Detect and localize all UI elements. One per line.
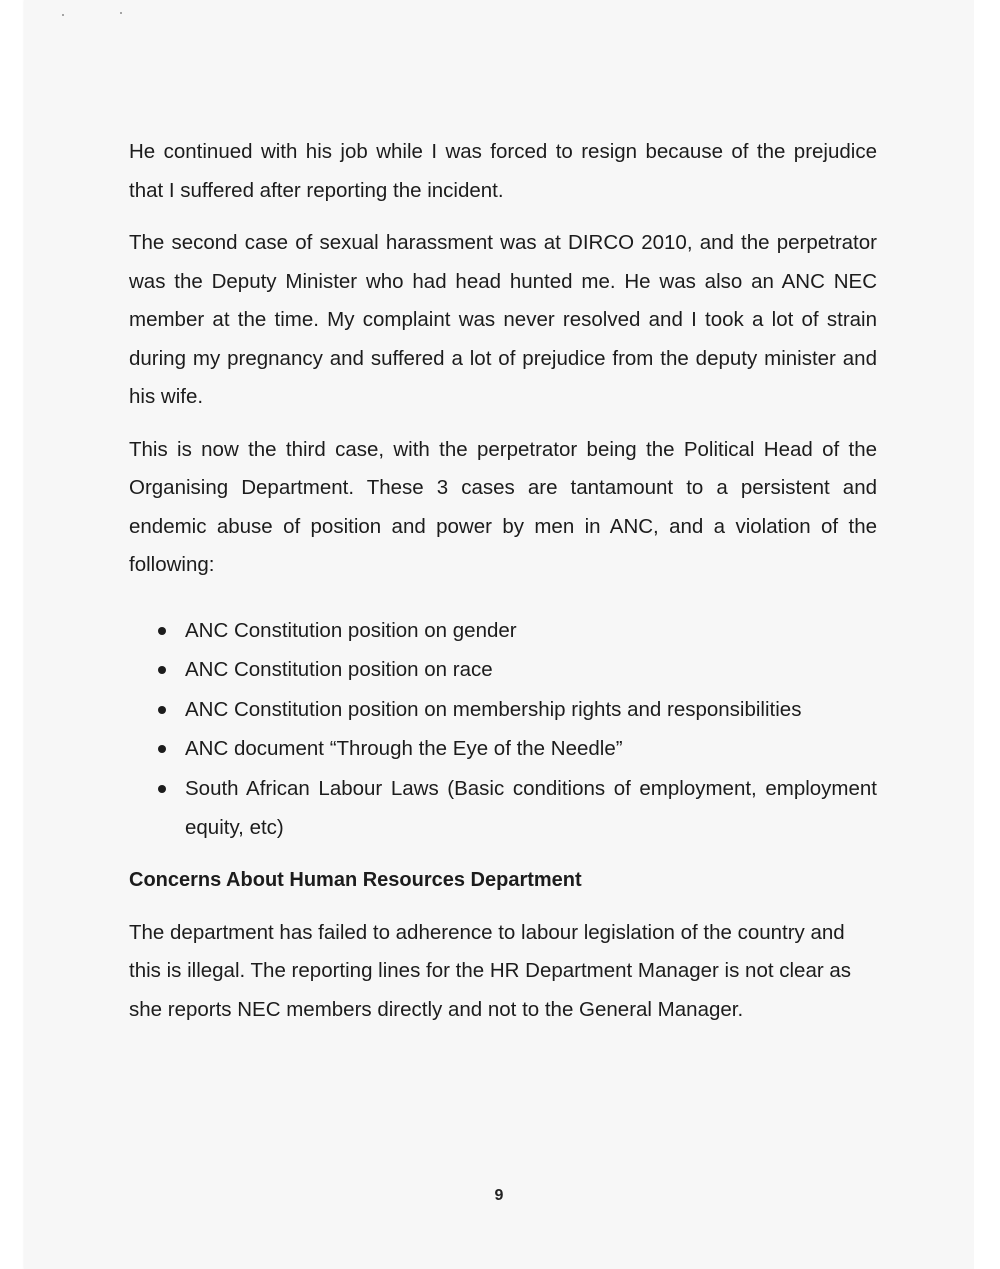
list-item [129,611,877,651]
list-item-text: South African Labour Laws (Basic conditions of employment, employment equity, etc) [185,776,877,839]
list-item [129,690,877,730]
page-content [129,133,877,1043]
list-item-text: ANC Constitution position on gender [185,618,517,642]
bullet-icon [158,666,166,674]
paragraph-hr-concerns: The department has failed to adherence to labour legislation of the country and this is illegal. The reporting lines for the HR Department Manager is not clear as she reports NEC members directly and not to the General Manager. [129,920,852,1021]
scan-speck [62,14,64,16]
scan-left-margin [0,0,24,1269]
bullet-icon [158,745,166,753]
list-item [129,769,877,848]
document-page [24,0,974,1269]
paragraph-resign: He continued with his job while I was forced to resign because of the prejudice that I suffered after reporting the incident. [129,140,877,202]
paragraph-second-case: The second case of sexual harassment was at DIRCO 2010, and the perpetrator was the Deputy Minister who had head hunted me. He was also an ANC NEC member at the time. My complaint was never resolved and I took a lot of strain during my pregnancy and suffered a lot of prejudice from the deputy minister and his wife. [129,231,877,408]
section-heading: Concerns About Human Resources Department [129,868,582,891]
violations-list [129,611,877,848]
list-item-text: ANC Constitution position on membership rights and responsibilities [185,697,802,721]
list-item [129,729,877,769]
scan-speck [120,12,122,14]
list-item [129,650,877,690]
list-item-text: ANC Constitution position on race [185,658,493,681]
paragraph-third-case: This is now the third case, with the perpetrator being the Political Head of the Organising Department. These 3 cases are tantamount to a persistent and endemic abuse of position and power by men in ANC, and a violation of the following: [129,437,877,576]
bullet-icon [158,706,166,714]
page-number: 9 [494,1187,504,1204]
bullet-icon [158,627,166,635]
list-item-text: ANC document “Through the Eye of the Needle” [185,737,623,760]
scan-right-margin [974,0,1000,1269]
bullet-icon [158,785,166,793]
